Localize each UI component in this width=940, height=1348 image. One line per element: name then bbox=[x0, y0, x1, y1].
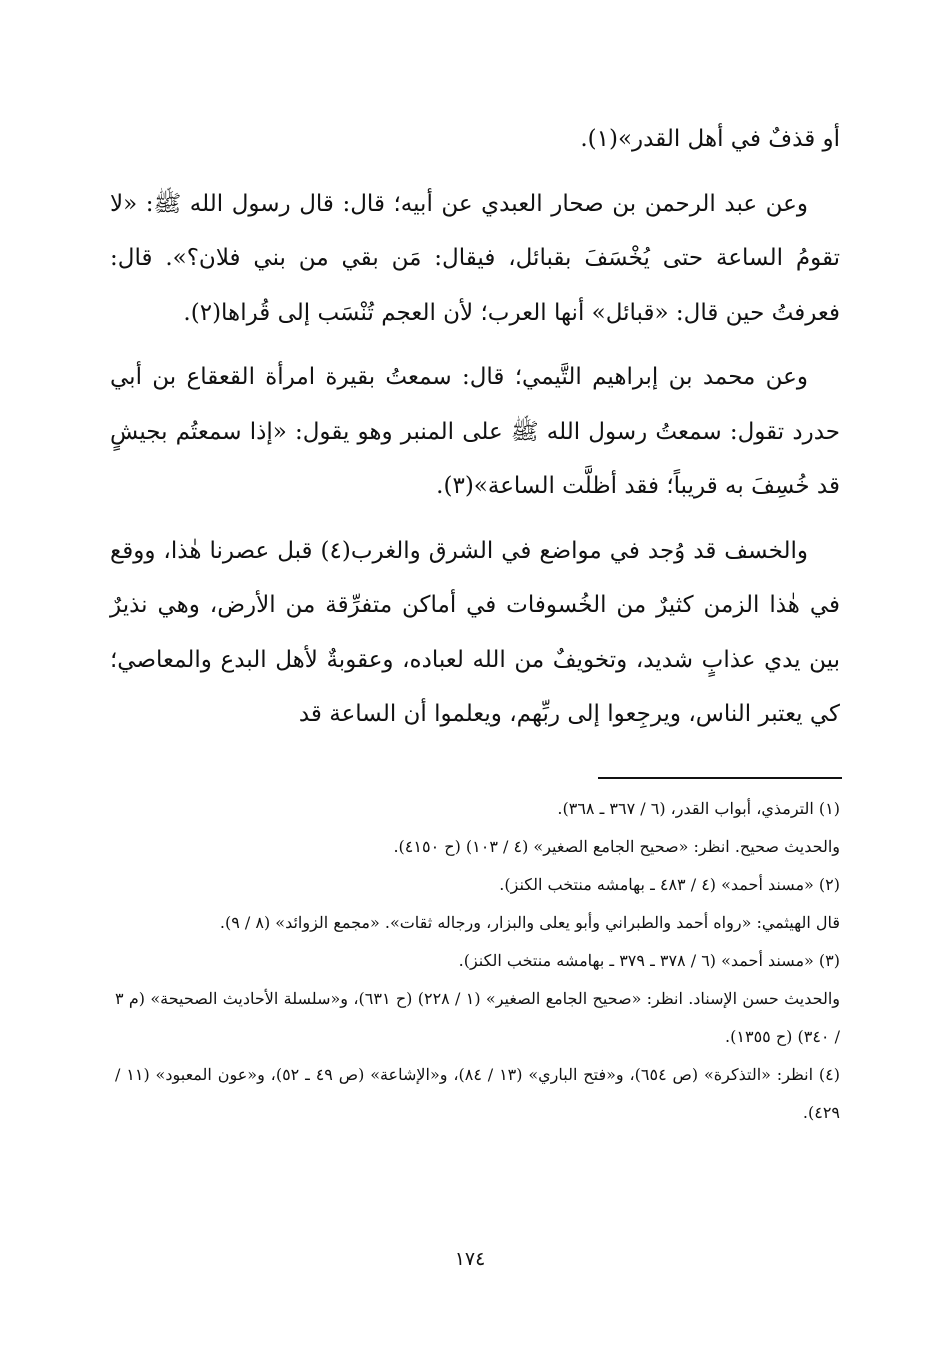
footnote-3-note: والحديث حسن الإسناد. انظر: «صحيح الجامع الصغير» (١ / ٢٢٨) (ح ٦٣١)، و«سلسلة الأحاديث الصحيحة» (م ٣ / ٣٤٠) (ح ١٣٥٥). bbox=[115, 989, 841, 1046]
footnote-3: (٣) «مسند أحمد» (٦ / ٣٧٨ ـ ٣٧٩ ـ بهامشه منتخب الكنز). bbox=[458, 951, 840, 970]
footnote-2: (٢) «مسند أحمد» (٤ / ٤٨٣ ـ بهامشه منتخب الكنز). bbox=[499, 875, 840, 894]
footnote-separator bbox=[598, 777, 842, 779]
paragraph-1: أو قذفٌ في أهل القدر»(١). bbox=[580, 126, 840, 152]
footnote-2-note: قال الهيثمي: «رواه أحمد والطبراني وأبو يعلى والبزار، ورجاله ثقات». «مجمع الزوائد» (٨ / ٩). bbox=[219, 913, 840, 932]
footnote-1-note: والحديث صحيح. انظر: «صحيح الجامع الصغير» (٤ / ١٠٣) (ح ٤١٥٠). bbox=[393, 837, 840, 856]
main-text bbox=[110, 112, 840, 752]
footnotes bbox=[115, 790, 840, 1132]
footnote-4: (٤) انظر: «التذكرة» (ص ٦٥٤)، و«فتح الباري» (١٣ / ٨٤)، و«الإشاعة» (ص ٤٩ ـ ٥٢)، و«عون المعبود» (١١ / ٤٢٩). bbox=[115, 1065, 841, 1122]
paragraph-3: وعن محمد بن إبراهيم التَّيمي؛ قال: سمعتُ بقيرة امرأة القعقاع بن أبي حدرد تقول: سمعتُ رسول الله ﷺ على المنبر وهو يقول: «إذا سمعتُم بجيشٍ قد خُسِفَ به قريباً؛ فقد أظلَّت الساعة»(٣). bbox=[110, 364, 840, 499]
page-number: ١٧٤ bbox=[454, 1248, 486, 1270]
paragraph-2: وعن عبد الرحمن بن صحار العبدي عن أبيه؛ قال: قال رسول الله ﷺ: «لا تقومُ الساعة حتى يُخْسَفَ بقبائل، فيقال: مَن بقي من بني فلان؟». قال: فعرفتُ حين قال: «قبائل» أنها العرب؛ لأن العجم تُنْسَب إلى قُراها(٢). bbox=[110, 190, 840, 326]
paragraph-4: والخسف قد وُجد في مواضع في الشرق والغرب(٤) قبل عصرنا هٰذا، ووقع في هٰذا الزمن كثيرٌ من الخُسوفات في أماكن متفرِّقة من الأرض، وهي نذيرٌ بين يدي عذابٍ شديد، وتخويفٌ من الله لعباده، وعقوبةٌ لأهل البدع والمعاصي؛ كي يعتبر الناس، ويرجِعوا إلى ربِّهم، ويعلموا أن الساعة قد bbox=[110, 537, 840, 727]
footnote-1: (١) الترمذي، أبواب القدر، (٦ / ٣٦٧ ـ ٣٦٨). bbox=[557, 799, 840, 818]
